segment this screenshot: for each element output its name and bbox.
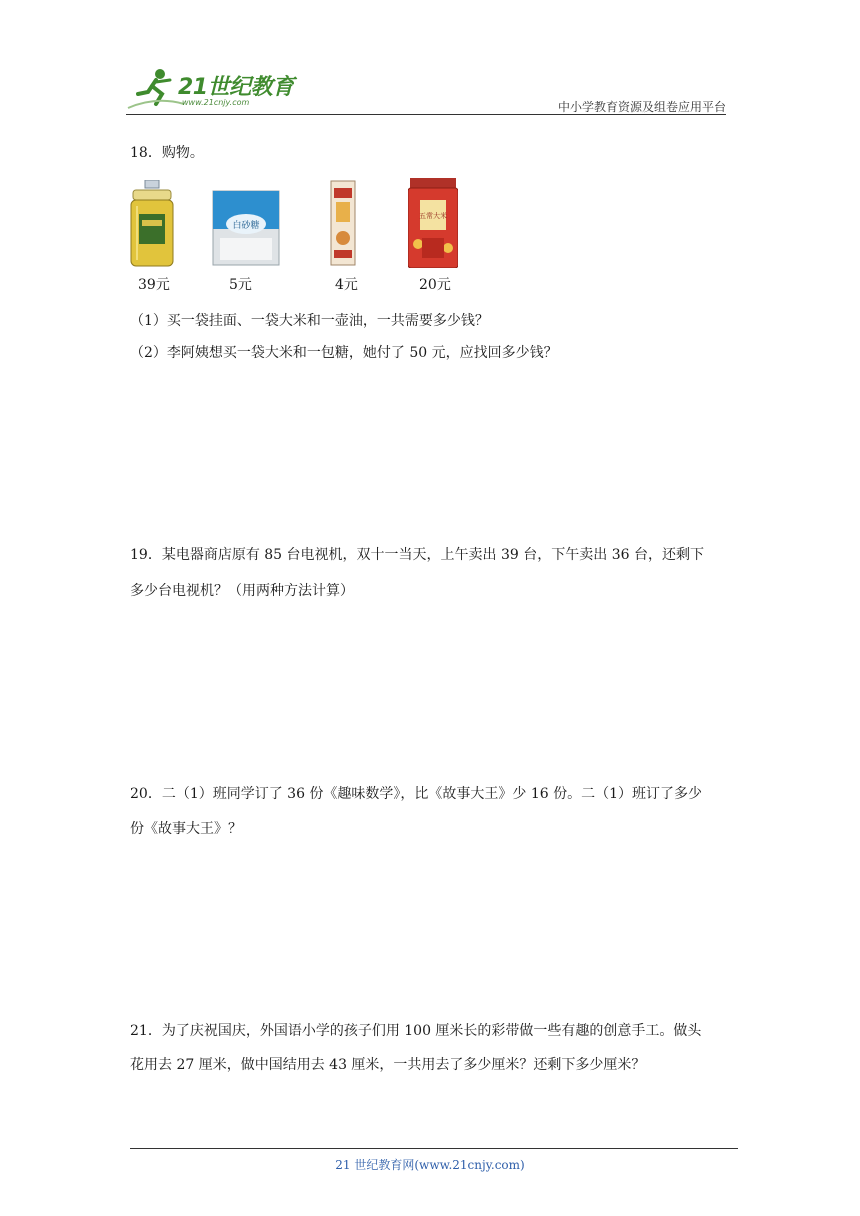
noodle-price: 4元 — [335, 277, 358, 293]
header-divider — [126, 114, 726, 115]
logo-text: 21世纪教育 — [178, 75, 294, 100]
platform-title: 中小学教育资源及组卷应用平台 — [557, 100, 726, 114]
page-header — [126, 64, 726, 116]
q21-answer-area[interactable] — [130, 1086, 730, 1142]
rice-price: 20元 — [419, 277, 451, 293]
q19-line2: 多少台电视机？（用两种方法计算） — [130, 583, 354, 599]
q18-sub2: （2）李阿姨想买一袋大米和一包糖，她付了 50 元，应找回多少钱？ — [130, 345, 558, 361]
q20-line2: 份《故事大王》？ — [130, 821, 242, 837]
footer-divider — [130, 1148, 738, 1149]
rice-bag-icon — [408, 178, 458, 272]
oil-bottle-icon — [129, 180, 175, 272]
q19-answer-area[interactable] — [130, 610, 730, 770]
logo-url: www.21cnjy.com — [182, 98, 250, 107]
q19-line1: 19．某电器商店原有 85 台电视机，双十一当天，上午卖出 39 台，下午卖出 36 台，还剩下 — [130, 547, 704, 563]
sugar-bag-icon — [212, 190, 280, 270]
site-logo[interactable] — [126, 64, 296, 114]
noodle-pack-icon — [330, 180, 356, 270]
oil-price: 39元 — [138, 277, 170, 293]
footer-link[interactable]: 21 世纪教育网(www.21cnjy.com) — [335, 1158, 525, 1172]
sugar-price: 5元 — [229, 277, 252, 293]
q18-title: 18．购物。 — [130, 145, 204, 161]
q20-line1: 20．二（1）班同学订了 36 份《趣味数学》，比《故事大王》少 16 份。二（1）班订了多少 — [130, 786, 703, 802]
svg-text:五常大米: 五常大米 — [419, 212, 447, 220]
svg-text:白砂糖: 白砂糖 — [232, 221, 260, 231]
q21-line1: 21．为了庆祝国庆，外国语小学的孩子们用 100 厘米长的彩带做一些有趣的创意手工。做头 — [130, 1023, 702, 1039]
runner-logo-icon — [126, 64, 186, 114]
q18-sub1: （1）买一袋挂面、一袋大米和一壶油，一共需要多少钱？ — [130, 313, 489, 329]
q21-line2: 花用去 27 厘米，做中国结用去 43 厘米，一共用去了多少厘米？还剩下多少厘米？ — [130, 1057, 646, 1073]
q20-answer-area[interactable] — [130, 850, 730, 1010]
q18-answer-area[interactable] — [130, 370, 730, 530]
